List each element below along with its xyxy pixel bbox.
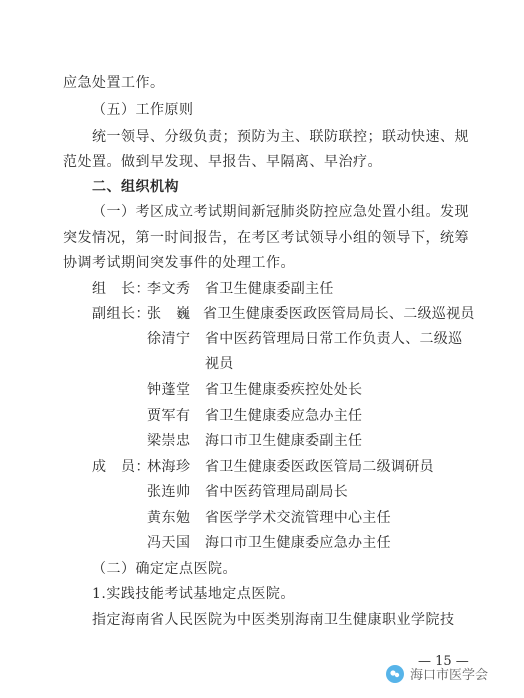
section-heading: 二、组织机构 [92, 179, 179, 195]
text-line: 范处置。做到早发现、早报告、早隔离、早治疗。 [63, 154, 382, 170]
member-name: 冯天国 [147, 535, 191, 551]
text-line: （一）考区成立考试期间新冠肺炎防控应急处置小组。发现 [92, 204, 469, 220]
member-title: 省卫生健康委应急办主任 [205, 408, 363, 424]
member-title: 省医学学术交流管理中心主任 [205, 510, 391, 526]
member-name: 贾军有 [147, 408, 191, 424]
member-name: 黄东勉 [147, 510, 191, 526]
text-line: 统一领导、分级负责；预防为主、联防联控；联动快速、规 [92, 129, 469, 145]
text-line: 应急处置工作。 [63, 75, 165, 91]
member-name: 李文秀 [147, 281, 191, 297]
member-title-continued: 视员 [205, 356, 234, 372]
chat-bubble-icon [386, 665, 404, 683]
watermark [386, 664, 488, 683]
role-label-deputy: 副组长： [92, 306, 150, 322]
member-title: 省中医药管理局日常工作负责人、二级巡 [205, 331, 463, 347]
member-name: 梁崇忠 [147, 433, 191, 449]
member-title: 省卫生健康委疾控处处长 [205, 382, 363, 398]
role-label-leader: 组 长： [92, 281, 150, 297]
member-title: 省卫生健康委医政医管局局长、二级巡视员 [203, 306, 475, 322]
watermark-text: 海口市医学会 [410, 668, 489, 683]
text-line: 1.实践技能考试基地定点医院。 [92, 586, 295, 602]
section-heading: （二）确定定点医院。 [92, 561, 237, 577]
text-line: 协调考试期间突发事件的处理工作。 [63, 255, 295, 271]
member-name: 林海珍 [147, 459, 191, 475]
text-line: 突发情况，第一时间报告，在考区考试领导小组的领导下，统筹 [63, 230, 469, 246]
member-title: 省卫生健康委医政医管局二级调研员 [205, 459, 434, 475]
section-heading: （五）工作原则 [92, 102, 194, 118]
role-label-member: 成 员： [92, 459, 150, 475]
member-name: 张连帅 [147, 484, 191, 500]
member-title: 海口市卫生健康委副主任 [205, 433, 363, 449]
member-name: 徐清宁 [147, 331, 191, 347]
member-name: 张 巍 [147, 306, 191, 322]
page-number: — 15 — [418, 654, 469, 669]
text-line: 指定海南省人民医院为中医类别海南卫生健康职业学院技 [92, 612, 455, 628]
member-title: 省卫生健康委副主任 [205, 281, 334, 297]
member-name: 钟蓬堂 [147, 382, 191, 398]
member-title: 海口市卫生健康委应急办主任 [205, 535, 391, 551]
member-title: 省中医药管理局副局长 [205, 484, 348, 500]
